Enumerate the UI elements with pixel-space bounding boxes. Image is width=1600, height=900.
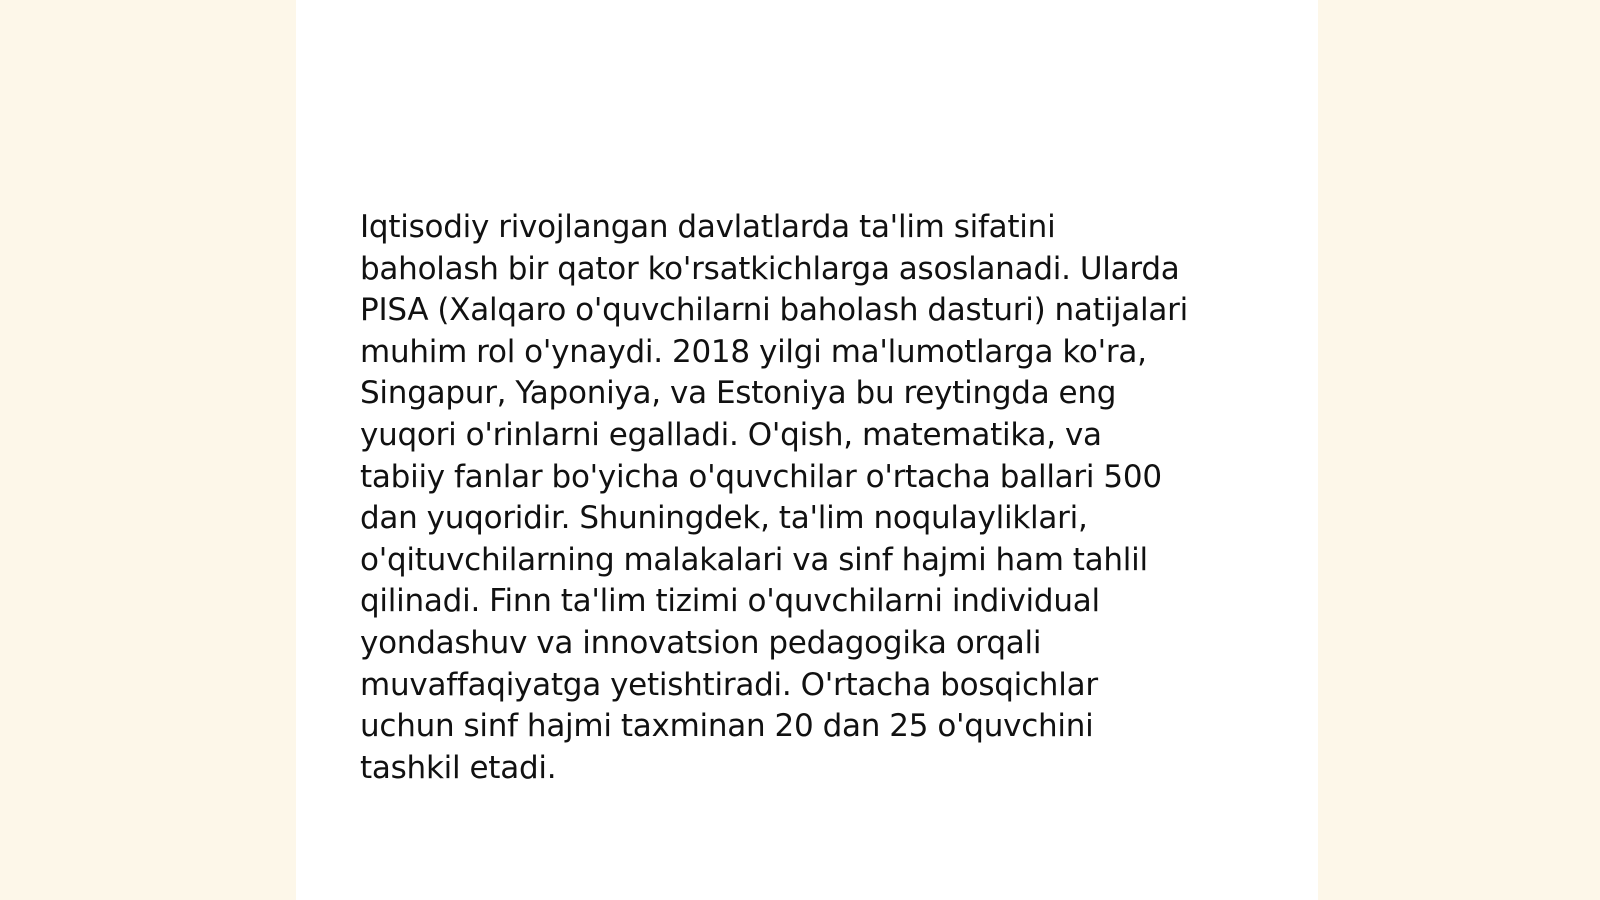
paragraph-line: qilinadi. Finn ta'lim tizimi o'quvchilarni individual: [360, 583, 1100, 620]
paragraph-line: PISA (Xalqaro o'quvchilarni baholash dasturi) natijalari: [360, 292, 1189, 329]
paragraph-line: o'qituvchilarning malakalari va sinf hajmi ham tahlil: [360, 541, 1148, 578]
paragraph-line: muvaffaqiyatga yetishtiradi. O'rtacha bosqichlar: [360, 666, 1098, 703]
paragraph-line: uchun sinf hajmi taxminan 20 dan 25 o'quvchini: [360, 708, 1094, 745]
paragraph-line: baholash bir qator ko'rsatkichlarga asoslanadi. Ularda: [360, 250, 1180, 287]
paragraph-line: tashkil etadi.: [360, 749, 557, 786]
paragraph-line: dan yuqoridir. Shuningdek, ta'lim noqulayliklari,: [360, 500, 1088, 537]
document-page: [296, 0, 1318, 900]
paragraph-line: muhim rol o'ynaydi. 2018 yilgi ma'lumotlarga ko'ra,: [360, 333, 1147, 370]
document-content: [360, 207, 1260, 789]
body-paragraph: [360, 207, 1260, 789]
paragraph-line: Iqtisodiy rivojlangan davlatlarda ta'lim sifatini: [360, 209, 1056, 245]
paragraph-line: yuqori o'rinlarni egalladi. O'qish, matematika, va: [360, 416, 1102, 453]
paragraph-line: Singapur, Yaponiya, va Estoniya bu reytingda eng: [360, 375, 1117, 412]
paragraph-line: yondashuv va innovatsion pedagogika orqali: [360, 624, 1042, 661]
paragraph-line: tabiiy fanlar bo'yicha o'quvchilar o'rtacha ballari 500: [360, 458, 1162, 495]
